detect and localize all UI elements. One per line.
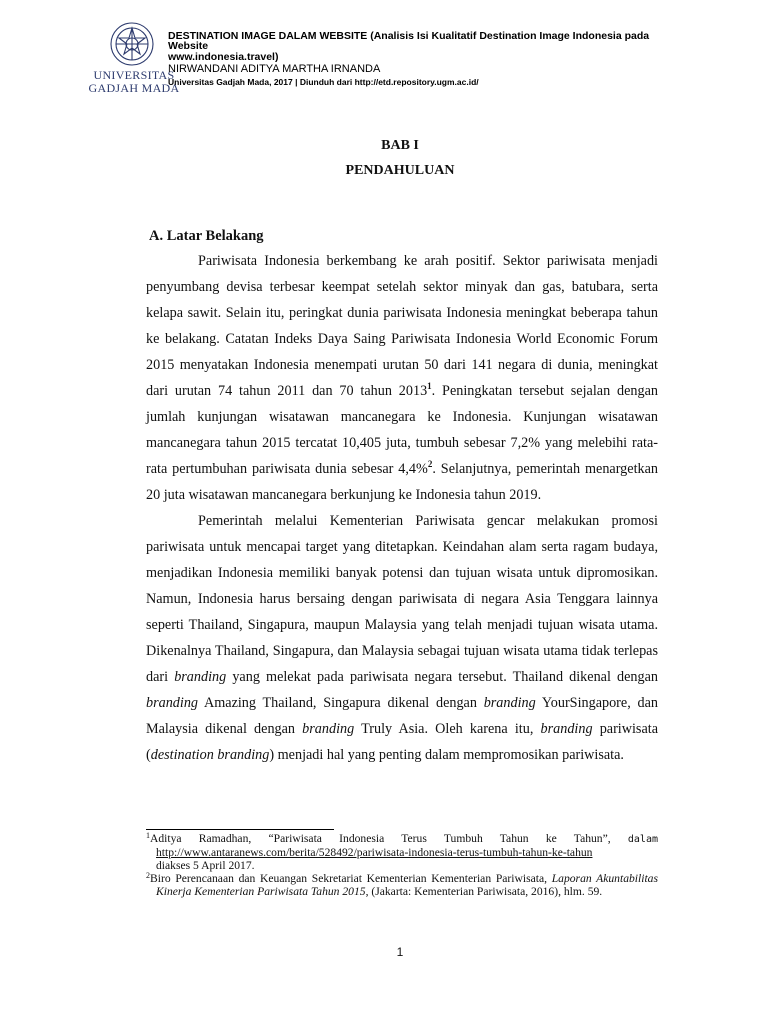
text-run: YourSingapore, dan Malaysia dikenal dengan (146, 695, 658, 737)
header-text (168, 31, 728, 89)
paragraph-2 (146, 508, 658, 768)
footnotes (146, 832, 658, 898)
text-run: pariwisata ( (146, 721, 658, 763)
italic-term: branding (174, 669, 227, 685)
page-header (0, 0, 768, 100)
text-run: ) menjadi hal yang penting dalam mempromosikan pariwisata. (269, 747, 624, 763)
footnote-divider (146, 829, 334, 830)
chapter-number: BAB I (381, 138, 419, 153)
italic-term: destination branding (150, 747, 270, 763)
paragraph-1 (146, 248, 658, 508)
italic-term: branding (146, 695, 199, 711)
text-run: . Selanjutnya, pemerintah menargetkan 20 juta wisatawan mancanegara berkunjung ke Indonesia tahun 2019. (146, 461, 658, 503)
university-logo (86, 20, 178, 100)
italic-term: branding (302, 721, 355, 737)
footnote-1 (146, 832, 658, 872)
chapter-title: PENDAHULUAN (345, 163, 455, 178)
logo-line-1: UNIVERSITAS (93, 68, 175, 82)
footnote-number: 2 (146, 871, 150, 880)
text-run: yang melekat pada pariwisata negara tersebut. Thailand dikenal dengan (226, 669, 658, 685)
italic-term: Laporan Akuntabilitas Kinerja Kementerian Pariwisata Tahun 2015 (156, 872, 658, 898)
header-author: NIRWANDANI ADITYA MARTHA IRNANDA (168, 63, 381, 75)
page-number: 1 (396, 945, 404, 959)
logo-line-2: GADJAH MADA (88, 81, 180, 95)
body-text (146, 248, 658, 768)
text-run: . Peningkatan tersebut sejalan dengan jumlah kunjungan wisatawan mancanegara ke Indonesia. Kunjungan wisatawan mancanegara tahun 2015 tercatat 10,405 juta, tumbuh sebesar 7,2% yang melebihi rata-rata pertumbuhan pariwisata dunia sebesar 4,4% (146, 383, 658, 477)
text-run: dalam (627, 834, 658, 845)
text-run: Pariwisata Indonesia berkembang ke arah positif. Sektor pariwisata menjadi penyumbang devisa terbesar keempat setelah sektor minyak dan gas, batubara, serta kelapa sawit. Selain itu, peringkat dunia pariwisata Indonesia meningkat beberapa tahun ke belakang. Catatan Indeks Daya Saing Pariwisata Indonesia World Economic Forum 2015 menyatakan Indonesia menempati urutan 50 dari 141 negara di dunia, meningkat dari urutan 74 tahun 2011 dan 70 tahun 2013 (146, 253, 658, 399)
footnote-link[interactable]: http://www.antaranews.com/berita/528492/pariwisata-indonesia-terus-tumbuh-tahun-ke-tahun (156, 846, 593, 859)
footnote-ref-2[interactable]: 2 (427, 459, 433, 469)
footnote-number: 1 (146, 831, 150, 840)
text-run: , (Jakarta: Kementerian Pariwisata, 2016), hlm. 59. (365, 885, 603, 898)
text-run: Pemerintah melalui Kementerian Pariwisata gencar melakukan promosi pariwisata untuk mencapai target yang ditetapkan. Keindahan alam serta ragam budaya, menjadikan Indonesia memiliki banyak potensi dan tujuan wisata untuk dipromosikan. Namun, Indonesia harus bersaing dengan pariwisata di negara Asia Tenggara lainnya seperti Thailand, Singapura, maupun Malaysia yang telah menjadi tujuan wisata utama. Dikenalnya Thailand, Singapura, dan Malaysia sebagai tujuan wisata utama tidak terlepas dari (146, 513, 658, 685)
ugm-emblem-icon (104, 20, 160, 70)
text-run: Amazing Thailand, Singapura dikenal dengan (198, 695, 484, 711)
footnote-ref-1[interactable]: 1 (427, 381, 432, 391)
header-title: DESTINATION IMAGE DALAM WEBSITE (Analisis Isi Kualitatif Destination Image Indonesia pada (168, 30, 650, 42)
italic-term: branding (483, 695, 536, 711)
text-run: Aditya Ramadhan, “Pariwisata Indonesia Terus Tumbuh Tahun ke Tahun”, (150, 832, 628, 845)
italic-term: branding (540, 721, 593, 737)
section-heading: A. Latar Belakang (149, 228, 264, 244)
text-run: diakses 5 April 2017. (156, 859, 255, 872)
text-run: Truly Asia. Oleh karena itu, (354, 721, 541, 737)
footnote-2 (146, 872, 658, 898)
header-title-cont: Website (168, 40, 209, 52)
header-source: Universitas Gadjah Mada, 2017 | Diunduh dari http://etd.repository.ugm.ac.id/ (168, 77, 479, 87)
header-website: www.indonesia.travel) (168, 51, 279, 63)
text-run: Biro Perencanaan dan Keuangan Sekretariat Kementerian Kementerian Pariwisata, (150, 872, 552, 885)
